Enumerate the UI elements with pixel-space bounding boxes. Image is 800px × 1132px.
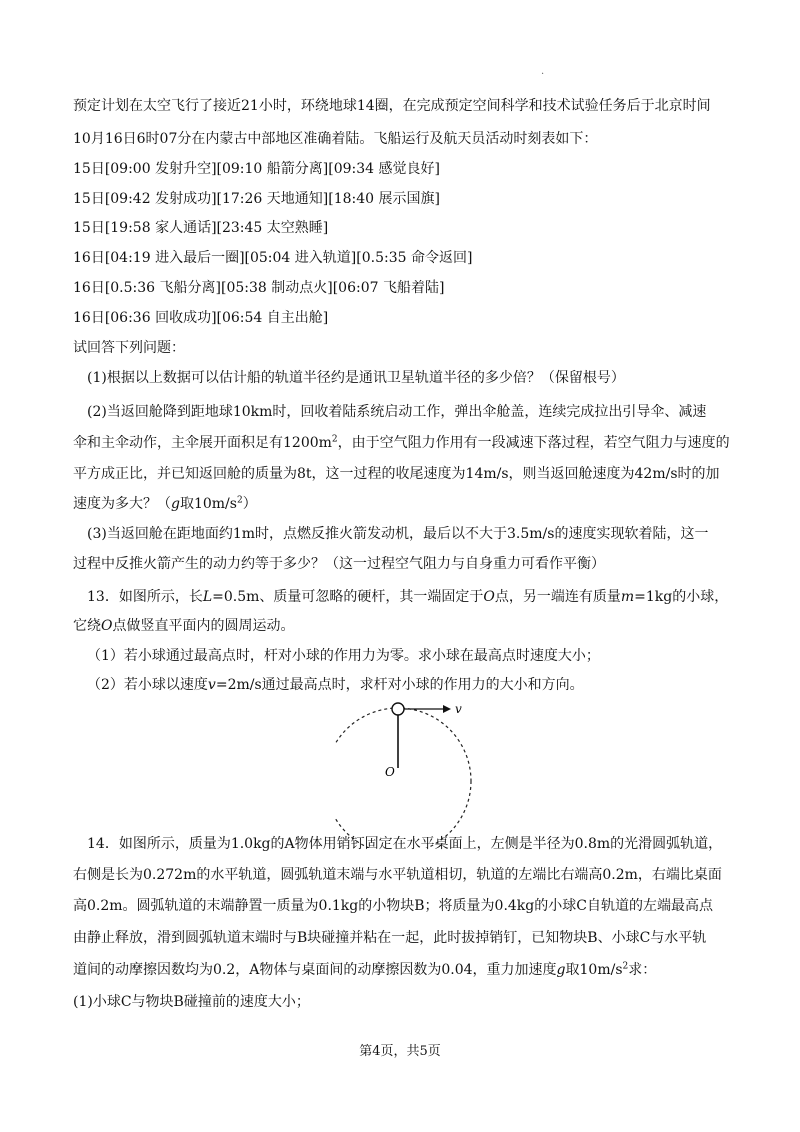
q13-stem-line2: 它绕O点做竖直平面内的圆周运动。 bbox=[73, 618, 295, 634]
schedule-row: 16日[04:19 进入最后一圈][05:04 进入轨道][0.5:35 命令返回] bbox=[73, 250, 473, 266]
answer-prompt: 试回答下列问题： bbox=[73, 340, 185, 356]
q12-part3-line2: 过程中反推火箭产生的动力约等于多少？（这一过程空气阻力与自身重力可看作平衡） bbox=[73, 556, 605, 572]
q14-part1: (1)小球C与物块B碰撞前的速度大小； bbox=[73, 994, 310, 1010]
q14-line4: 由静止释放，滑到圆弧轨道末端时与B块碰撞并粘在一起，此时拔掉销钉，已知物块B、小球C与水平轨 bbox=[73, 930, 707, 946]
q13-sub1: （1）若小球通过最高点时，杆对小球的作用力为零。求小球在最高点时速度大小； bbox=[87, 648, 600, 664]
q13-sub2: （2）若小球以速度v=2m/s通过最高点时，求杆对小球的作用力的大小和方向。 bbox=[87, 677, 584, 693]
q12-part2-line4: 速度为多大？（g取$10m/s^2$） bbox=[73, 495, 257, 512]
q14-line5: 道间的动摩擦因数均为0.2，A物体与桌面间的动摩擦因数为0.04，重力加速度g取$10m/s^2$求： bbox=[73, 961, 657, 978]
q14-line1: 14．如图所示，质量为1.0kg的A物体用销钉固定在水平桌面上，左侧是半径为0.8m的光滑圆弧轨道， bbox=[87, 836, 723, 852]
circular-motion-diagram bbox=[335, 698, 475, 848]
schedule-row: 15日[09:42 发射成功][17:26 天地通知][18:40 展示国旗] bbox=[73, 191, 440, 207]
q12-part2-line1: (2)当返回舱降到距地球10km时，回收着陆系统启动工作，弹出伞舱盖，连续完成拉出引导伞、减速 bbox=[87, 404, 707, 420]
top-mark: . bbox=[541, 66, 545, 77]
schedule-row: 15日[19:58 家人通话][23:45 太空熟睡] bbox=[73, 220, 329, 236]
circular-path bbox=[335, 708, 471, 848]
page-footer: 第4页，共5页 bbox=[359, 1044, 441, 1059]
ball bbox=[392, 703, 404, 715]
q14-line2: 右侧是长为0.272m的水平轨道，圆弧轨道末端与水平轨道相切，轨道的左端比右端高0.2m，右端比桌面 bbox=[73, 867, 722, 883]
q12-part1: (1)根据以上数据可以估计船的轨道半径约是通讯卫星轨道半径的多少倍？（保留根号） bbox=[87, 370, 625, 386]
schedule-row: 16日[06:36 回收成功][06:54 自主出舱] bbox=[73, 310, 329, 326]
schedule-row: 16日[0.5:36 飞船分离][05:38 制动点火][06:07 飞船着陆] bbox=[73, 280, 445, 296]
q12-part3-line1: (3)当返回舱在距地面约1m时，点燃反推火箭发动机，最后以不大于3.5m/s的速度实现软着陆，这一 bbox=[87, 526, 709, 542]
velocity-arrowhead bbox=[443, 705, 451, 713]
intro-line-2: 10月16日6时07分在内蒙古中部地区准确着陆。飞船运行及航天员活动时刻表如下： bbox=[73, 131, 598, 147]
q14-line3: 高0.2m。圆弧轨道的末端静置一质量为0.1kg的小物块B；将质量为0.4kg的小球C自轨道的左端最高点 bbox=[73, 898, 713, 914]
q12-part2-line2: 伞和主伞动作，主伞展开面积足有$1200m^2$，由于空气阻力作用有一段减速下落过程，若空气阻力与速度的 bbox=[73, 434, 730, 451]
velocity-label: v bbox=[455, 702, 462, 716]
center-label: O bbox=[385, 765, 395, 779]
q13-stem-line1: 13．如图所示，长L=0.5m、质量可忽略的硬杆，其一端固定于O点，另一端连有质量m=1kg的小球， bbox=[87, 589, 729, 605]
intro-line-1: 预定计划在太空飞行了接近21小时，环绕地球14圈，在完成预定空间科学和技术试验任务后于北京时间 bbox=[73, 98, 711, 114]
q12-part2-line3: 平方成正比，并已知返回舱的质量为8t，这一过程的收尾速度为14m/s，则当返回舱速度为42m/s时的加 bbox=[73, 466, 720, 482]
schedule-row: 15日[09:00 发射升空][09:10 船箭分离][09:34 感觉良好] bbox=[73, 161, 440, 177]
